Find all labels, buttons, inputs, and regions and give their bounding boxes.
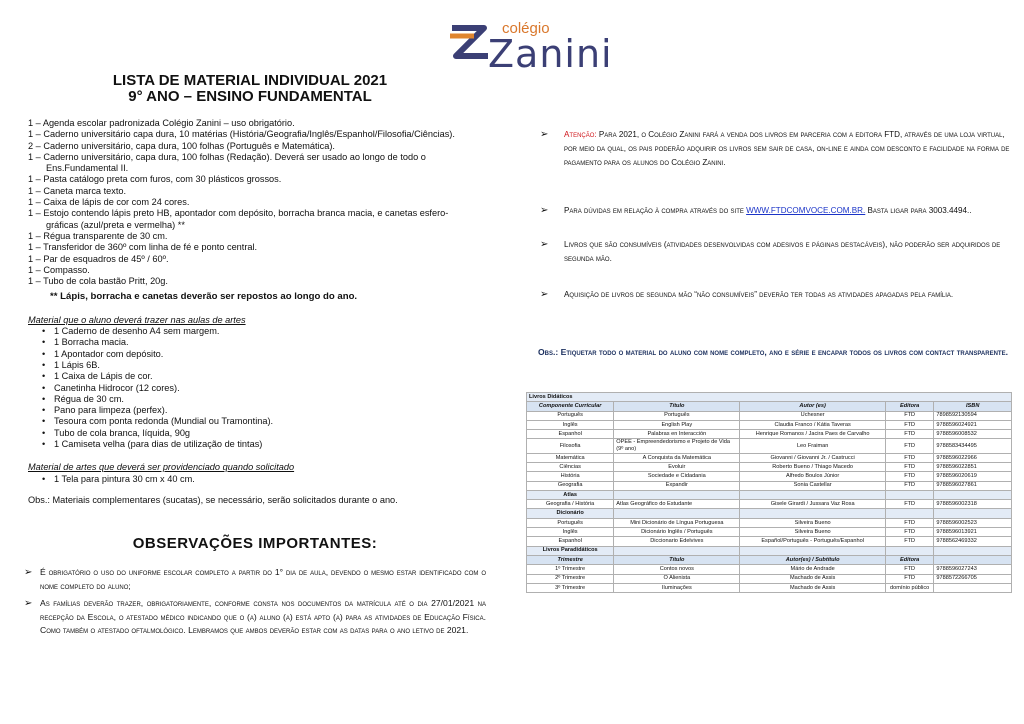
table-row: [527, 565, 1012, 574]
label-books-note: Obs.: Etiquetar todo o material do aluno com nome completo, ano e série e encapar todos os livros com contact transparente.: [538, 347, 1008, 357]
col-header-empty: [934, 555, 1012, 564]
table-row: [527, 430, 1012, 439]
table-cell: 9788572266705: [934, 574, 1012, 583]
table-cell: A Conquista da Matemática: [614, 453, 740, 462]
ftd-site-link[interactable]: WWW.FTDCOMVOCE.COM.BR.: [746, 206, 866, 215]
table-cell: Machado de Assis: [740, 583, 886, 592]
segunda-mao-note: ➢ Aquisição de livros de segunda mão “não consumíveis” deverão ter todas as atividades apagadas pela família.: [540, 288, 1010, 302]
material-list: [28, 118, 498, 506]
material-item: 1 – Tubo de cola bastão Pritt, 20g.: [28, 276, 168, 287]
table-row: [527, 462, 1012, 471]
table-cell: Geografia / História: [527, 500, 614, 509]
material-item: 1 – Par de esquadros de 45º / 60º.: [28, 253, 169, 264]
table-row: [527, 411, 1012, 420]
table-cell: Espanhol: [527, 537, 614, 546]
duvidas-text-pre: Para dúvidas em relação à compra através do site: [564, 206, 747, 215]
table-cell: 9788596022851: [934, 462, 1012, 471]
table-cell: Gisele Girardi / Jussara Vaz Rosa: [740, 500, 886, 509]
table-cell: Alfredo Boulos Júnior: [740, 472, 886, 481]
table-cell: Roberto Bueno / Thiago Macedo: [740, 462, 886, 471]
observacao-item: ➢ É obrigatório o uso do uniforme escolar completo a partir do 1° dia de aula, devendo o mesmo estar identificado com o nome completo do aluno;: [24, 566, 486, 593]
material-item: gráficas (azul/preta e vermelha) **: [46, 219, 185, 230]
table-cell: Inglês: [527, 420, 614, 429]
arts-item: • 1 Apontador com depósito.: [46, 349, 498, 360]
table-cell: Henrique Romanos / Jacira Paes de Carvalho: [740, 430, 886, 439]
table-cell: Evoluir: [614, 462, 740, 471]
table-cell: 9788596027861: [934, 481, 1012, 490]
consumiveis-note: ➢ Livros que são consumíveis (atividades desenvolvidas com adesivos e páginas destacáveis), não poderão ser adquiridos de segunda mão.: [540, 238, 1010, 266]
table-cell: O Alienista: [614, 574, 740, 583]
section-paradidaticos: Livros Paradidáticos: [527, 546, 614, 555]
table-cell: Palabras en Interacción: [614, 430, 740, 439]
arts-item: • 1 Borracha macia.: [46, 337, 498, 348]
table-cell: 7898592130594: [934, 411, 1012, 420]
table-cell: 9788596020619: [934, 472, 1012, 481]
table-cell: FTD: [885, 462, 934, 471]
table-cell: 1º Trimestre: [527, 565, 614, 574]
table-row: [527, 420, 1012, 429]
table-cell: 9788596024921: [934, 420, 1012, 429]
material-item: 1 – Caneta marca texto.: [28, 185, 127, 196]
table-cell: domínio público: [885, 583, 934, 592]
zanini-logo-mark-icon: [446, 22, 494, 66]
books-table: [526, 392, 1012, 593]
table-cell: Uchesner: [740, 411, 886, 420]
table-cell: Português: [527, 518, 614, 527]
table-cell: 9788596022966: [934, 453, 1012, 462]
logo-name-text: Zanini: [488, 32, 613, 76]
table-cell: FTD: [885, 537, 934, 546]
table-cell: 9788583434495: [934, 439, 1012, 453]
table-cell: 2º Trimestre: [527, 574, 614, 583]
table-cell: Ciências: [527, 462, 614, 471]
arts-list: [28, 326, 498, 450]
table-cell: Inglês: [527, 528, 614, 537]
material-item: 1 – Caixa de lápis de cor com 24 cores.: [28, 197, 190, 208]
table-row: [527, 481, 1012, 490]
col-header-titulo: Título: [614, 402, 740, 411]
col-header-editora: Editora: [885, 402, 934, 411]
col-header-editora-para: Editora: [885, 555, 934, 564]
table-cell: Claudia Franco / Kátia Taveras: [740, 420, 886, 429]
material-item: 1 – Transferidor de 360º com linha de fé e ponto central.: [28, 242, 258, 253]
table-cell: FTD: [885, 565, 934, 574]
col-header-autor-para: Autor(es) / Subtítulo: [740, 555, 886, 564]
table-cell: Contos novos: [614, 565, 740, 574]
atencao-note: [540, 128, 1010, 170]
col-header-componente: Componente Curricular: [527, 402, 614, 411]
table-cell: Mini Dicionário de Língua Portuguesa: [614, 518, 740, 527]
arts-extra-section-title: Material de artes que deverá ser providenciado quando solicitado: [28, 462, 295, 473]
table-cell: FTD: [885, 439, 934, 453]
table-cell: 9788596008532: [934, 430, 1012, 439]
table-cell: Português: [527, 411, 614, 420]
material-item: 1 – Compasso.: [28, 264, 90, 275]
table-row: [527, 439, 1012, 453]
table-cell: Sonia Castellar: [740, 481, 886, 490]
material-item: 1 – Caderno universitário, capa dura, 100 folhas (Redação). Deverá ser usado ao longo de todo o: [28, 151, 426, 162]
table-cell: Matemática: [527, 453, 614, 462]
right-notes: [540, 128, 1010, 302]
table-row: [527, 583, 1012, 592]
table-row: [527, 500, 1012, 509]
table-cell: Dicionário Inglês / Português: [614, 528, 740, 537]
table-cell: 9788596027243: [934, 565, 1012, 574]
arts-item: • Pano para limpeza (perfex).: [46, 405, 498, 416]
table-row: [527, 518, 1012, 527]
table-cell: Español/Português - Português/Espanhol: [740, 537, 886, 546]
arts-item: • Tubo de cola branca, líquida, 90g: [46, 428, 498, 439]
table-cell: História: [527, 472, 614, 481]
table-cell: Iluminações: [614, 583, 740, 592]
material-item: 1 – Estojo contendo lápis preto HB, apontador com depósito, borracha branca macia, e canetas esfero-: [28, 208, 449, 219]
table-cell: OPEE - Empreendedorismo e Projeto de Vida (9º ano): [614, 439, 740, 453]
material-item: 1 – Agenda escolar padronizada Colégio Zanini – uso obrigatório.: [28, 118, 295, 128]
page-title: LISTA DE MATERIAL INDIVIDUAL 2021: [112, 72, 388, 89]
page-subtitle: 9° ANO – ENSINO FUNDAMENTAL: [128, 88, 372, 105]
table-cell: FTD: [885, 481, 934, 490]
section-didaticos: Livros Didáticos: [527, 393, 1012, 402]
table-cell: Mário de Andrade: [740, 565, 886, 574]
material-item: 1 – Pasta catálogo preta com furos, com 30 plásticos grossos.: [28, 174, 282, 185]
table-cell: Silveira Bueno: [740, 528, 886, 537]
table-cell: Machado de Assis: [740, 574, 886, 583]
table-cell: 9788562469332: [934, 537, 1012, 546]
material-item: 1 – Régua transparente de 30 cm.: [28, 230, 168, 241]
table-cell: 9788596002523: [934, 518, 1012, 527]
table-cell: Sociedade e Cidadania: [614, 472, 740, 481]
arts-extra-item: • 1 Tela para pintura 30 cm x 40 cm.: [46, 474, 498, 485]
arts-item: • 1 Caixa de Lápis de cor.: [46, 371, 498, 382]
table-cell: Leo Fraiman: [740, 439, 886, 453]
table-cell: FTD: [885, 528, 934, 537]
table-cell: FTD: [885, 420, 934, 429]
table-cell: FTD: [885, 500, 934, 509]
arts-item: • Tesoura com ponta redonda (Mundial ou Tramontina).: [46, 416, 498, 427]
complementary-note: Obs.: Materiais complementares (sucatas), se necessário, serão solicitados durante o ano.: [28, 494, 398, 505]
table-cell: Diccionario Edelvives: [614, 537, 740, 546]
arts-item: • Régua de 30 cm.: [46, 394, 498, 405]
arts-item: • Canetinha Hidrocor (12 cores).: [46, 383, 498, 394]
material-item: 2 – Caderno universitário, capa dura, 100 folhas (Português e Matemática).: [28, 140, 335, 151]
logo-colegio-text: colégio: [502, 20, 550, 37]
table-row: [527, 574, 1012, 583]
observacoes-title: OBSERVAÇÕES IMPORTANTES:: [132, 535, 378, 552]
table-cell: Atlas Geográfico do Estudante: [614, 500, 740, 509]
observacoes-list: [24, 566, 486, 642]
duvidas-text-post: Basta ligar para 3003.4494..: [865, 206, 972, 215]
table-row: [527, 528, 1012, 537]
section-atlas: Atlas: [527, 490, 614, 499]
table-cell: Geografia: [527, 481, 614, 490]
arts-extra-list: [28, 474, 498, 485]
atencao-label: Atenção:: [564, 130, 597, 139]
arts-item: • 1 Caderno de desenho A4 sem margem.: [46, 326, 498, 337]
table-cell: Giovanni / Giovanni Jr. / Castrucci: [740, 453, 886, 462]
col-header-titulo-para: Título: [614, 555, 740, 564]
replacement-warning: ** Lápis, borracha e canetas deverão ser repostos ao longo do ano.: [50, 291, 358, 303]
table-cell: Espanhol: [527, 430, 614, 439]
material-item: Ens.Fundamental II.: [46, 163, 129, 174]
table-cell: Português: [614, 411, 740, 420]
observacao-item: ➢ As famílias deverão trazer, obrigatoriamente, conforme consta nos documentos da matrícula até o dia 27/01/2021 na recepção da Escola, o atestado médico indicando que o (a) aluno (a) está apto (a) para as atividades de Educação Física. Como também o atestado oftalmológico. Lembramos que ambos deverão estar com as datas para o ano letivo de 2021.: [24, 597, 486, 638]
arts-item: • 1 Camiseta velha (para dias de utilização de tintas): [46, 439, 498, 450]
table-cell: [934, 583, 1012, 592]
table-cell: 9788596013921: [934, 528, 1012, 537]
table-cell: FTD: [885, 430, 934, 439]
table-cell: FTD: [885, 518, 934, 527]
school-logo: [446, 18, 613, 76]
material-item: 1 – Caderno universitário capa dura, 10 matérias (História/Geografia/Inglês/Espanhol/Filosofia/Ciências).: [28, 129, 455, 140]
table-cell: FTD: [885, 453, 934, 462]
table-cell: Expandir: [614, 481, 740, 490]
table-cell: 3º Trimestre: [527, 583, 614, 592]
table-cell: 9788596002318: [934, 500, 1012, 509]
arts-section-title: Material que o aluno deverá trazer nas aulas de artes: [28, 314, 246, 325]
table-cell: FTD: [885, 472, 934, 481]
atencao-text: Para 2021, o Colégio Zanini fará a venda dos livros em parceria com a editora FTD, através de uma loja virtual, por meio da qual, os pais poderão adquirir os livros sem sair de casa, on-line e ainda com desconto e facilidade na forma de pagamento para os alunos do Colégio Zanini.: [564, 130, 1010, 167]
table-cell: Silveira Bueno: [740, 518, 886, 527]
table-row: [527, 453, 1012, 462]
table-cell: FTD: [885, 574, 934, 583]
section-dicionario: Dicionário: [527, 509, 614, 518]
table-cell: Filosofia: [527, 439, 614, 453]
table-row: [527, 537, 1012, 546]
table-cell: English Play: [614, 420, 740, 429]
col-header-trimestre: Trimestre: [527, 555, 614, 564]
table-row: [527, 472, 1012, 481]
arts-item: • 1 Lápis 6B.: [46, 360, 498, 371]
col-header-autor: Autor (es): [740, 402, 886, 411]
duvidas-note: [540, 204, 1010, 218]
col-header-isbn: ISBN: [934, 402, 1012, 411]
table-cell: FTD: [885, 411, 934, 420]
